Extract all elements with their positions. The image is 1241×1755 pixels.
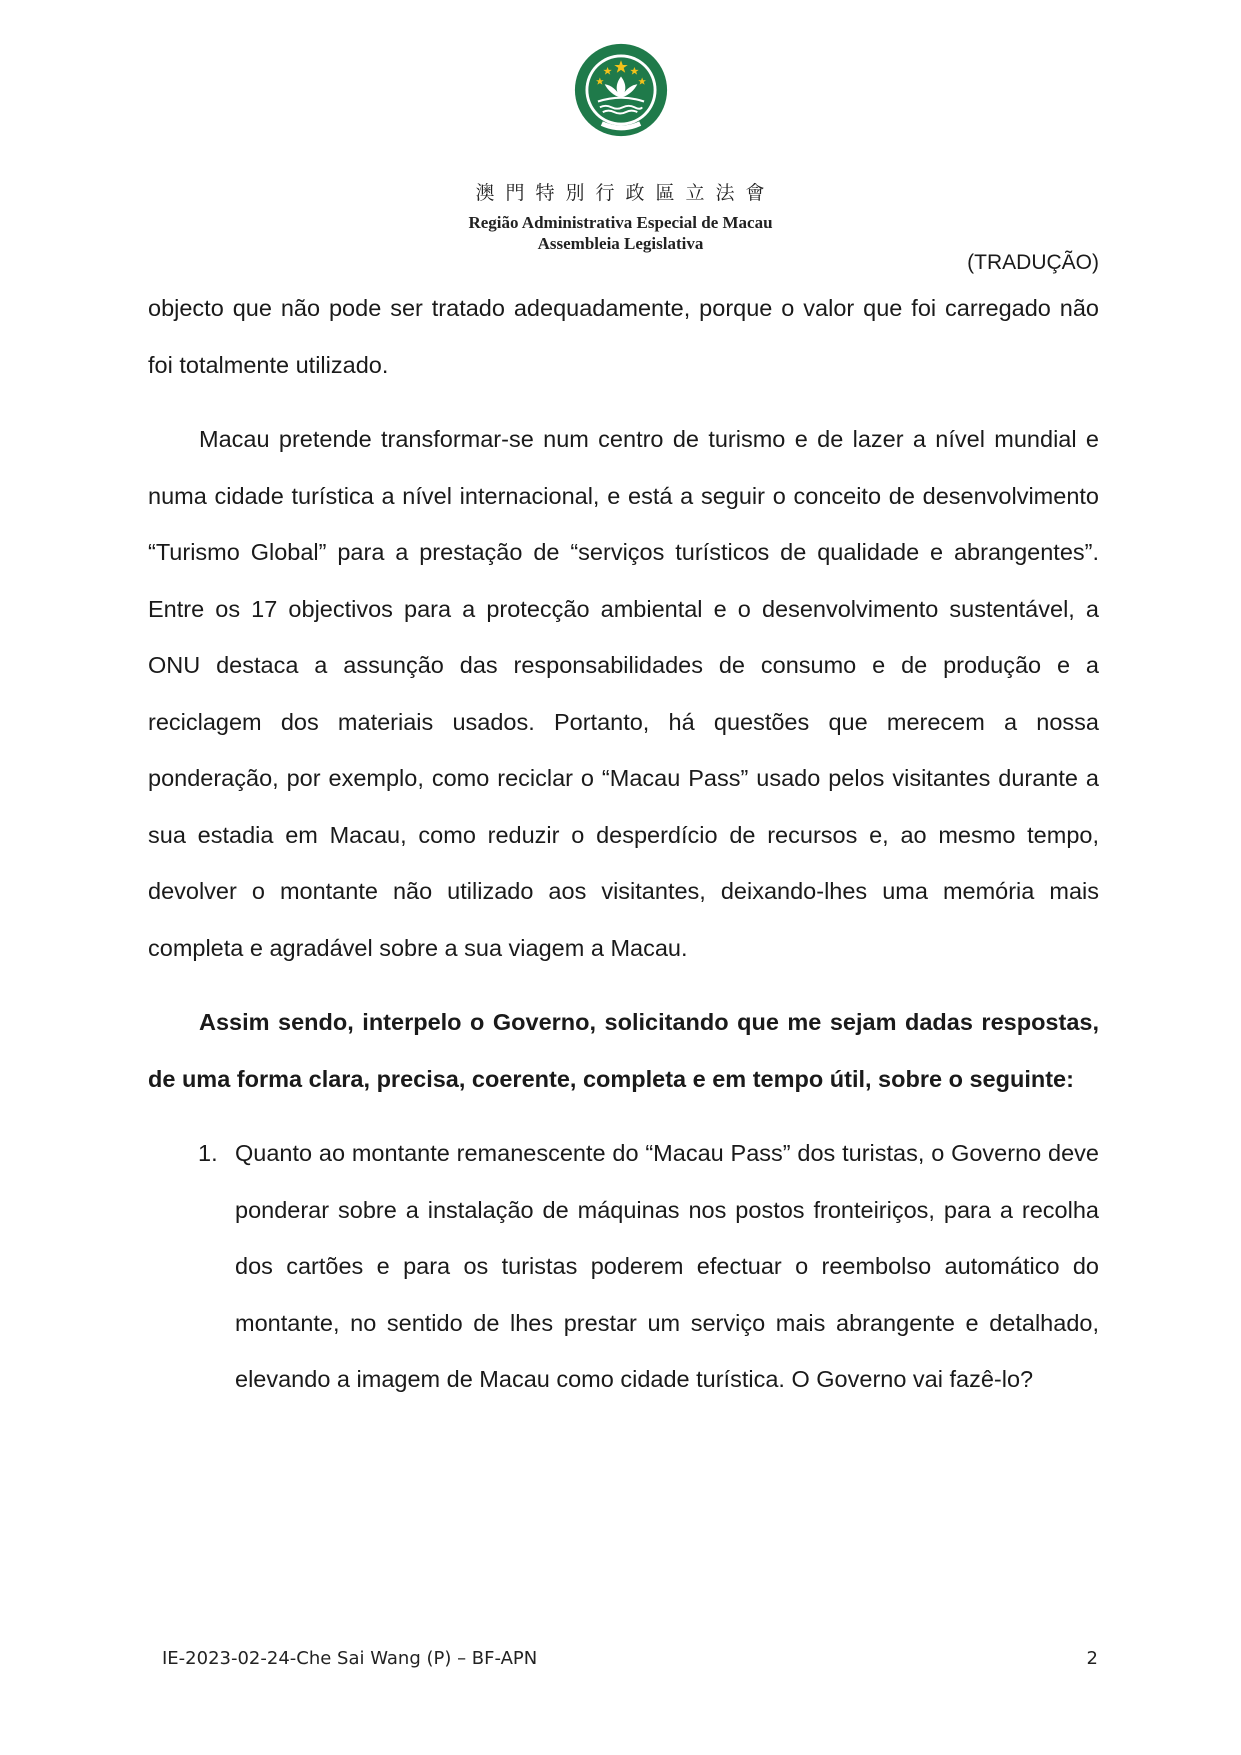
translation-tag: (TRADUÇÃO) [967, 251, 1099, 274]
paragraph-continuation: objecto que não pode ser tratado adequadamente, porque o valor que foi carregado não foi totalmente utilizado. [148, 295, 1099, 378]
macau-emblem-icon [573, 42, 669, 138]
paragraph-context: Macau pretende transformar-se num centro de turismo e de lazer a nível mundial e numa cidade turística a nível internacional, e está a seguir o conceito de desenvolvimento “Turismo Global” para a prestação de “serviços turísticos de qualidade e abrangentes”. Entre os 17 objectivos para a protecção ambiental e o desenvolvimento sustentável, a ONU destaca a assunção das responsabilidades de consumo e de produção e a reciclagem dos materiais usados. Portanto, há questões que merecem a nossa ponderação, por exemplo, como reciclar o “Macau Pass” usado pelos visitantes durante a sua estadia em Macau, como reduzir o desperdício de recursos e, ao mesmo tempo, devolver o montante não utilizado aos visitantes, deixando-lhes uma memória mais completa e agradável sobre a sua viagem a Macau. [148, 426, 1099, 961]
list-item [148, 1125, 1099, 1408]
paragraph-interpellation: Assim sendo, interpelo o Governo, solicitando que me sejam dadas respostas, de uma forma clara, precisa, coerente, completa e em tempo útil, sobre o seguinte: [148, 1009, 1099, 1092]
question-list [148, 1125, 1099, 1408]
question-text: Quanto ao montante remanescente do “Macau Pass” dos turistas, o Governo deve ponderar sobre a instalação de máquinas nos postos fronteiriços, para a recolha dos cartões e para os turistas poderem efectuar o reembolso automático do montante, no sentido de lhes prestar um serviço mais abrangente e detalhado, elevando a imagem de Macau como cidade turística. O Governo vai fazê-lo? [235, 1140, 1099, 1392]
document-reference: IE-2023-02-24-Che Sai Wang (P) – BF-APN [162, 1648, 538, 1669]
region-name-portuguese: Região Administrativa Especial de Macau [468, 213, 773, 232]
document-body [148, 280, 1099, 1408]
page-footer [162, 1648, 1098, 1670]
page-number: 2 [1086, 1648, 1098, 1669]
assembly-name-portuguese: Assembleia Legislativa [537, 234, 704, 253]
question-number: 1. [198, 1140, 218, 1166]
letterhead [0, 42, 1241, 254]
assembly-name-chinese: 澳門特別行政區立法會 [475, 182, 776, 204]
